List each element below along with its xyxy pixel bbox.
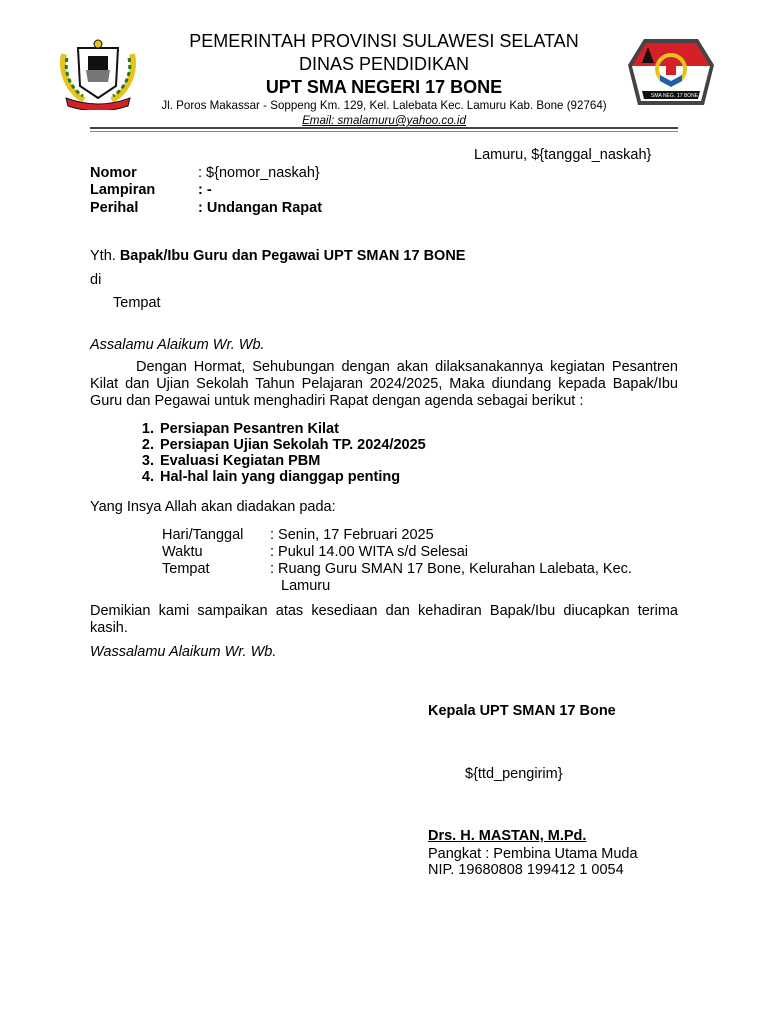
letterhead-rule-thin — [90, 131, 678, 132]
agenda-item: 4. Hal-hal lain yang dianggap penting — [158, 469, 426, 485]
greeting: Assalamu Alaikum Wr. Wb. — [90, 337, 265, 353]
province-emblem-logo — [58, 36, 138, 110]
recipient-prefix: Yth. — [90, 248, 120, 264]
schedule-label-time: Waktu — [162, 544, 203, 560]
farewell: Wassalamu Alaikum Wr. Wb. — [90, 644, 277, 660]
agenda-item: 2. Persiapan Ujian Sekolah TP. 2024/2025 — [158, 437, 426, 453]
meta-value-lampiran: : - — [198, 182, 212, 198]
intro-paragraph: Dengan Hormat, Sehubungan dengan akan dilaksanakannya kegiatan Pesantren Kilat dan Ujian Sekolah Tahun Pelajaran 2024/2025, Maka diundang kepada Bapak/Ibu Guru dan Pegawai untuk menghadiri Rapat dengan agenda sebagai berikut : — [90, 359, 678, 409]
recipient-name: Bapak/Ibu Guru dan Pegawai UPT SMAN 17 BONE — [119, 248, 466, 264]
schedule-intro: Yang Insya Allah akan diadakan pada: — [90, 499, 336, 515]
agenda-item: 1. Persiapan Pesantren Kilat — [158, 421, 426, 437]
school-logo-text-right: 17 BONE — [677, 93, 699, 99]
schedule-value-time: : Pukul 14.00 WITA s/d Selesai — [270, 544, 468, 560]
letterhead-department: DINAS PENDIDIKAN — [298, 54, 470, 74]
meta-value-perihal: : Undangan Rapat — [198, 200, 323, 216]
recipient-di: di — [90, 272, 102, 288]
closing-paragraph: Demikian kami sampaikan atas kesediaan dan kehadiran Bapak/Ibu diucapkan terima kasih. — [90, 603, 678, 636]
letterhead-government: PEMERINTAH PROVINSI SULAWESI SELATAN — [189, 31, 579, 51]
letterhead-address: Jl. Poros Makassar - Soppeng Km. 129, Kel. Lalebata Kec. Lamuru Kab. Bone (92764) — [161, 99, 607, 112]
recipient-place: Tempat — [113, 295, 161, 311]
signature-nip: NIP. 19680808 199412 1 0054 — [428, 862, 624, 878]
signature-placeholder: ${ttd_pengirim} — [465, 766, 563, 782]
school-logo-text-left: SMA NEG. — [651, 93, 676, 99]
signature-name: Drs. H. MASTAN, M.Pd. — [428, 828, 587, 844]
letterhead-rule — [90, 127, 678, 129]
schedule-value-place-cont: Lamuru — [281, 578, 331, 594]
schedule-value-place: : Ruang Guru SMAN 17 Bone, Kelurahan Lalebata, Kec. — [270, 561, 632, 577]
place-date: Lamuru, ${tanggal_naskah} — [474, 147, 652, 163]
schedule-value-date: : Senin, 17 Februari 2025 — [270, 527, 434, 543]
agenda-list — [90, 421, 426, 485]
meta-value-nomor: : ${nomor_naskah} — [198, 165, 320, 181]
school-logo — [626, 35, 716, 115]
schedule-label-date: Hari/Tanggal — [162, 527, 244, 543]
meta-label-nomor: Nomor — [90, 165, 137, 181]
meta-label-lampiran: Lampiran — [90, 182, 156, 198]
signature-title: Kepala UPT SMAN 17 Bone — [428, 703, 616, 719]
schedule-label-place: Tempat — [162, 561, 210, 577]
signature-rank: Pangkat : Pembina Utama Muda — [428, 846, 638, 862]
recipient-line — [90, 248, 465, 265]
letterhead-school: UPT SMA NEGERI 17 BONE — [265, 77, 503, 97]
letterhead-email-link[interactable]: Email: smalamuru@yahoo.co.id — [302, 114, 466, 127]
agenda-item: 3. Evaluasi Kegiatan PBM — [158, 453, 426, 469]
meta-label-perihal: Perihal — [90, 200, 139, 216]
